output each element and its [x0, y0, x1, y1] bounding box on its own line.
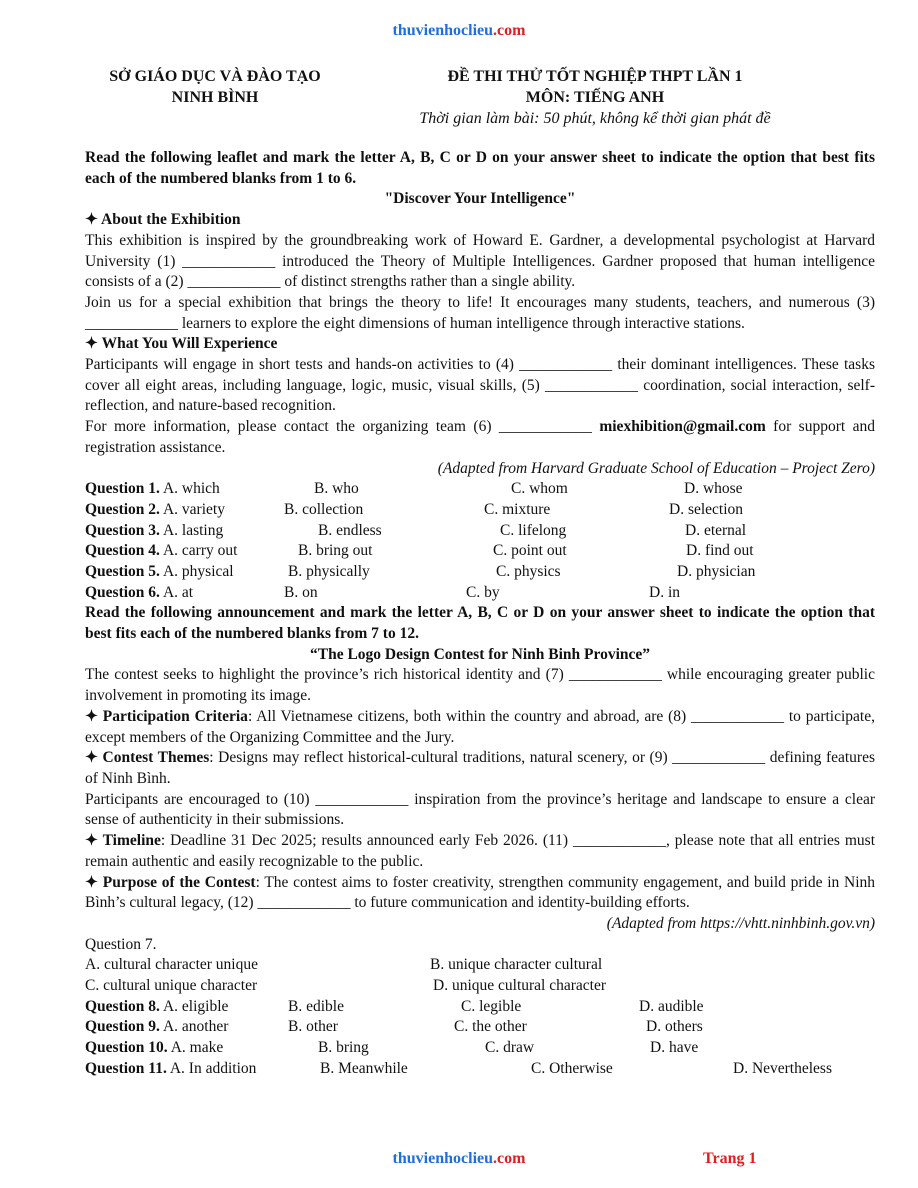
page-number: Trang 1 [703, 1150, 757, 1167]
paragraph-encourage: Participants are encouraged to (10) ____________ inspiration from the province’s heritage and landscape to ensure a clear sense of authenticity in their submissions. [85, 790, 875, 829]
heading-purpose: ✦ Purpose of the Contest [85, 873, 256, 891]
province-name: NINH BÌNH [171, 89, 259, 106]
paragraph-criteria: ✦ Participation Criteria: All Vietnamese citizens, both within the country and abroad, are (8) ____________ to participate, except members of the Organizing Committee and the Jury. [85, 707, 875, 746]
header-right [395, 66, 795, 129]
header-left [80, 66, 350, 108]
paragraph-about-2: Join us for a special exhibition that brings the theory to life! It encourages many students, teachers, and numerous (3) ____________ learners to explore the eight dimensions of human intelligence through interactive stations. [85, 293, 875, 332]
contact-email: miexhibition@gmail.com [599, 418, 766, 436]
heading-themes: ✦ Contest Themes [85, 749, 210, 767]
question-row: Question 8. A. eligible B. edible C. legible D. audible [85, 997, 704, 1015]
watermark-top: thuvienhoclieu.com [392, 22, 526, 39]
question-row: Question 11. A. In addition B. Meanwhile C. Otherwise D. Nevertheless [85, 1059, 832, 1077]
exam-content [85, 148, 875, 1079]
paragraph-about-1: This exhibition is inspired by the groundbreaking work of Howard E. Gardner, a developmental psychologist at Harvard University (1) ____________ introduced the Theory of Multiple Intelligences. Gardner proposed that human intelligence consists of a (2) ____________ of distinct strengths rather than a single ability. [85, 231, 875, 291]
department-name: SỞ GIÁO DỤC VÀ ĐÀO TẠO [109, 68, 321, 85]
paragraph-timeline: ✦ Timeline: Deadline 31 Dec 2025; results announced early Feb 2026. (11) ____________, please note that all entries must remain authentic and easily recognizable to the public. [85, 832, 876, 870]
question-row: Question 9. A. another B. other C. the other D. others [85, 1018, 703, 1036]
question-row: Question 5. A. physical B. physically C. physics D. physician [85, 563, 756, 580]
heading-about: ✦ About the Exhibition [85, 211, 241, 229]
section1-title: "Discover Your Intelligence" [384, 190, 576, 208]
source-note-1: (Adapted from Harvard Graduate School of Education – Project Zero) [437, 459, 875, 477]
section2-instruction: Read the following announcement and mark the letter A, B, C or D on your answer sheet to indicate the option that best fits each of the numbered blanks from 7 to 12. [85, 604, 875, 643]
paragraph-contest-intro: The contest seeks to highlight the province’s rich historical identity and (7) ____________ while encouraging greater public involvement in promoting its image. [85, 666, 875, 705]
question-row: Question 1. A. which B. who C. whom D. whose [85, 480, 743, 498]
section1-instruction: Read the following leaflet and mark the letter A, B, C or D on your answer sheet to indicate the option that best fits each of the numbered blanks from 1 to 6. [85, 149, 875, 187]
question-row: Question 4. A. carry out B. bring out C. point out D. find out [85, 542, 754, 560]
paragraph-contact: For more information, please contact the organizing team (6) ____________ miexhibition@gmail.com for support and registration assistance. [85, 418, 875, 456]
paragraph-experience: Participants will engage in short tests and hands-on activities to (4) ____________ their dominant intelligences. These tasks cover all eight areas, including language, logic, music, visual skills, (5) ____________ coordination, social interaction, self-reflection, and nature-based recognition. [85, 356, 875, 415]
subject: MÔN: TIẾNG ANH [525, 89, 665, 106]
question-7-row-2: C. cultural unique character D. unique cultural character [85, 977, 606, 995]
question-7-row-1: A. cultural character unique B. unique character cultural [85, 956, 603, 974]
question-row: Question 3. A. lasting B. endless C. lifelong D. eternal [85, 521, 747, 539]
paragraph-purpose: ✦ Purpose of the Contest: The contest aims to foster creativity, strengthen community engagement, and build pride in Ninh Bình’s cultural legacy, (12) ____________ to future communication and identity-building efforts. [85, 873, 875, 912]
exam-title: ĐỀ THI THỬ TỐT NGHIỆP THPT LẦN 1 [447, 68, 743, 85]
heading-experience: ✦ What You Will Experience [85, 335, 278, 353]
heading-timeline: ✦ Timeline [85, 832, 161, 850]
question-row: Question 2. A. variety B. collection C. mixture D. selection [85, 500, 744, 518]
paragraph-themes: ✦ Contest Themes: Designs may reflect historical-cultural traditions, natural scenery, or (9) ____________ defining features of Ninh Bình. [85, 749, 875, 787]
time-note: Thời gian làm bài: 50 phút, không kể thời gian phát đề [419, 110, 771, 127]
source-note-2: (Adapted from https://vhtt.ninhbinh.gov.vn) [606, 914, 875, 932]
question-row: Question 10. A. make B. bring C. draw D. have [85, 1039, 699, 1057]
question-7-label: Question 7. [85, 935, 157, 953]
watermark-bottom: thuvienhoclieu.com [392, 1150, 526, 1167]
question-row: Question 6. A. at B. on C. by D. in [85, 583, 680, 601]
section2-title: “The Logo Design Contest for Ninh Binh Province” [309, 645, 651, 663]
heading-criteria: ✦ Participation Criteria [85, 707, 248, 725]
